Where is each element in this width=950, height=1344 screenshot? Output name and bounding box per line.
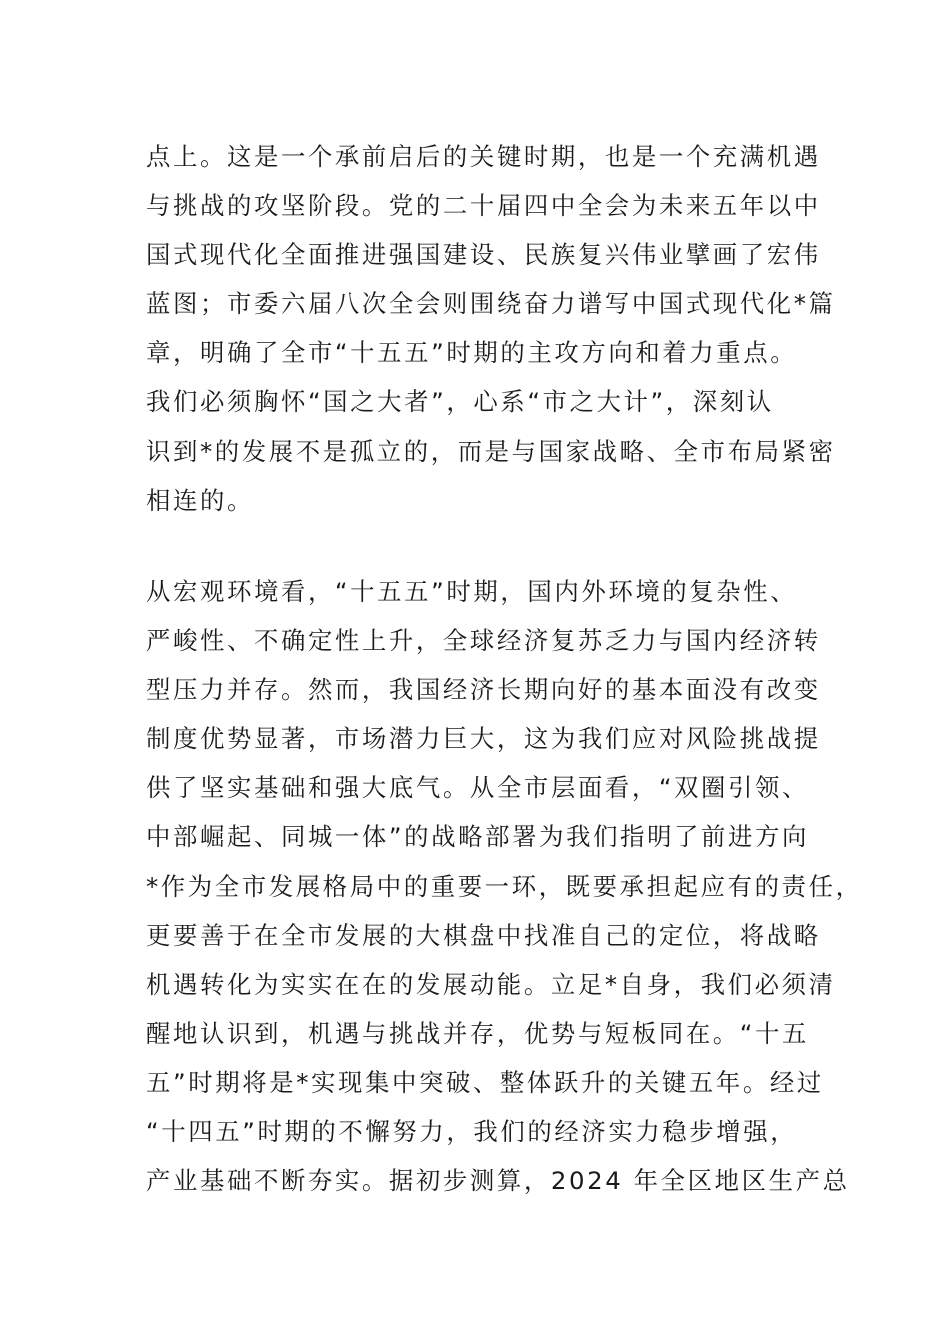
text-line: 型压力并存。然而，我国经济长期向好的基本面没有改变 (146, 675, 821, 705)
text-line: 严峻性、不确定性上升，全球经济复苏乏力与国内经济转 (146, 626, 821, 656)
text-line: 章，明确了全市“十五五”时期的主攻方向和着力重点。 (146, 338, 798, 368)
paragraph-2 (146, 567, 863, 1205)
text-line: 蓝图；市委六届八次全会则围绕奋力谱写中国式现代化*篇 (146, 289, 836, 319)
text-line: 与挑战的攻坚阶段。党的二十届四中全会为未来五年以中 (146, 191, 821, 221)
text-line: 国式现代化全面推进强国建设、民族复兴伟业擘画了宏伟 (146, 240, 821, 270)
text-line: 中部崛起、同城一体”的战略部署为我们指明了前进方向 (146, 822, 810, 852)
text-line: *作为全市发展格局中的重要一环，既要承担起应有的责任， (146, 871, 863, 901)
text-line: 相连的。 (146, 485, 254, 515)
text-line: 制度优势显著，市场潜力巨大，这为我们应对风险挑战提 (146, 724, 821, 754)
text-line: 点上。这是一个承前启后的关键时期，也是一个充满机遇 (146, 142, 821, 171)
text-line: 机遇转化为实实在在的发展动能。立足*自身，我们必须清 (146, 969, 836, 999)
text-line: 醒地认识到，机遇与挑战并存，优势与短板同在。“十五 (146, 1018, 810, 1048)
text-line: 我们必须胸怀“国之大者”，心系“市之大计”，深刻认 (146, 387, 774, 417)
text-line: 产业基础不断夯实。据初步测算，2024 年全区地区生产总 (146, 1166, 850, 1196)
text-line: “十四五”时期的不懈努力，我们的经济实力稳步增强， (146, 1117, 798, 1147)
text-line: 更要善于在全市发展的大棋盘中找准自己的定位，将战略 (146, 920, 821, 950)
text-line: 五”时期将是*实现集中突破、整体跃升的关键五年。经过 (146, 1067, 824, 1097)
paragraph-1 (146, 132, 836, 525)
text-line: 识到*的发展不是孤立的，而是与国家战略、全市布局紧密 (146, 436, 836, 466)
text-line: 从宏观环境看，“十五五”时期，国内外环境的复杂性、 (146, 577, 798, 606)
text-line: 供了坚实基础和强大底气。从全市层面看，“双圈引领、 (146, 773, 810, 803)
